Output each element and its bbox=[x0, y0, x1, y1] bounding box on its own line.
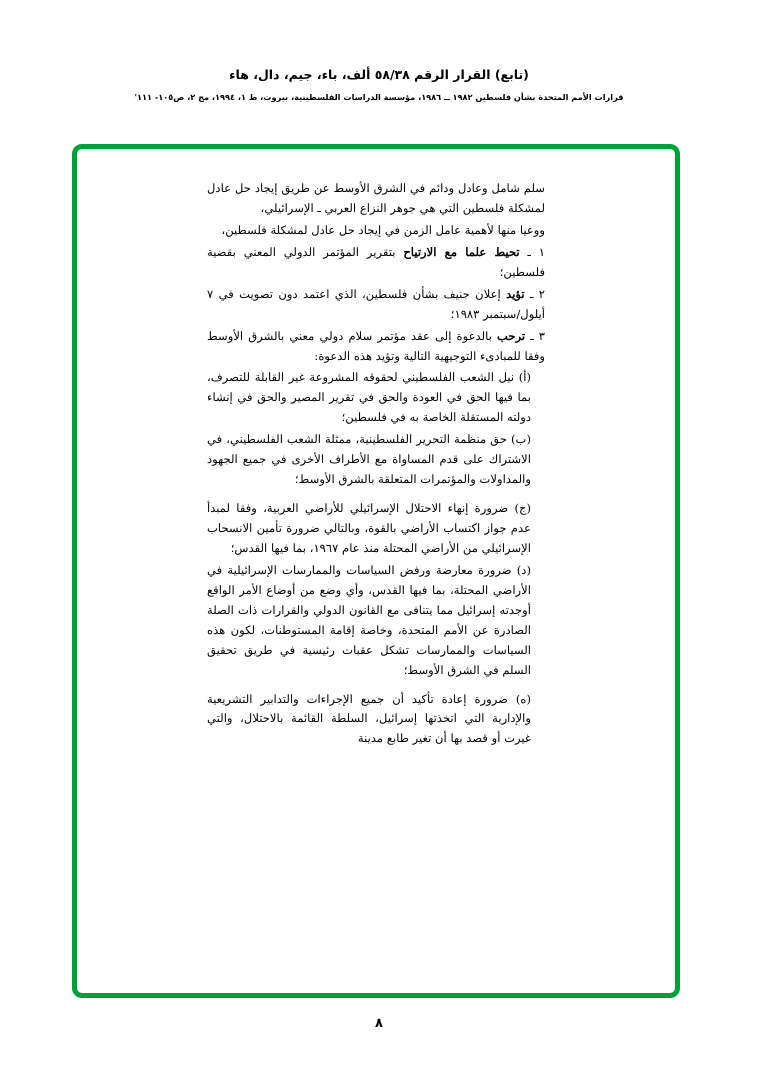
subparagraph-d: (د) ضرورة معارضة ورفض السياسات والممارسات الإسرائيلية في الأراضي المحتلة، بما فيها القدس، وأي وضع من أوضاع الأمر الواقع أوجدته إسرائيل مما يتنافى مع القانون الدولي والقرارات ذات الصلة الصادرة عن الأمم المتحدة، وخاصة إقامة المستوطنات، لكون هذه السياسات والممارسات تشكل عقبات رئيسية في طريق تحقيق السلم في الشرق الأوسط؛ bbox=[207, 562, 531, 677]
clause-3-text: بالدعوة إلى عقد مؤتمر سلام دولي معني بالشرق الأوسط وفقا للمبادىء التوجيهية التالية وتؤيد هذه الدعوة: bbox=[207, 328, 545, 363]
page-header bbox=[0, 0, 758, 103]
document-body bbox=[207, 179, 545, 751]
clause-1-prefix: ١ ـ bbox=[519, 244, 545, 259]
source-citation: قرارات الأمم المتحدة بشأن فلسطين ١٩٨٢ ــ ١٩٨٦، مؤسسة الدراسات الفلسطينية، بيروت، ط ١، ١٩٩٤، مج ٢، ص١٠٥- ١١١' bbox=[134, 91, 624, 102]
paragraph-preamble-1: سلم شامل وعادل ودائم في الشرق الأوسط عن طريق إيجاد حل عادل لمشكلة فلسطين التي هي جوهر النزاع العربي ـ الإسرائيلي، bbox=[207, 181, 545, 215]
page-number: ٨ bbox=[375, 1016, 383, 1031]
clause-2-bold: تؤيد bbox=[506, 286, 525, 301]
content-frame bbox=[72, 144, 680, 998]
clause-3-prefix: ٣ ـ bbox=[525, 328, 545, 343]
clause-2-text: إعلان جنيف بشأن فلسطين، الذي اعتمد دون تصويت في ٧ أيلول/سبتمبر ١٩٨٣؛ bbox=[207, 286, 545, 321]
paragraph-clause-1 bbox=[207, 243, 545, 283]
subparagraph-b: (ب) حق منظمة التحرير الفلسطينية، ممثلة الشعب الفلسطيني، في الاشتراك على قدم المساواة مع الأطراف الأخرى في جميع الجهود والمداولات والمؤتمرات المتعلقة بالشرق الأوسط؛ bbox=[207, 432, 531, 487]
clause-3-bold: ترحب bbox=[496, 328, 526, 343]
subparagraph-e: (ه) ضرورة إعادة تأكيد أن جميع الإجراءات والتدابير التشريعية والإدارية التي اتخذتها إسرائيل، السلطة القائمة بالاحتلال، والتي غيرت أو قصد بها أن تغير طابع مدينة bbox=[207, 691, 531, 746]
clause-2-prefix: ٢ ـ bbox=[524, 286, 545, 301]
page-title: (تابع) القرار الرقم ٥٨/٣٨ ألف، باء، جيم، دال، هاء bbox=[229, 67, 529, 82]
subparagraph-c: (ج) ضرورة إنهاء الاحتلال الإسرائيلي للأراضي العربية، وفقا لمبدأ عدم جواز اكتساب الأراضي بالقوة، وبالتالي ضرورة تأمين الانسحاب الإسرائيلي من الأراضي المحتلة منذ عام ١٩٦٧، بما فيها القدس؛ bbox=[207, 501, 531, 555]
paragraph-clause-3 bbox=[207, 327, 545, 367]
paragraph-preamble-2: ووعيا منها لأهمية عامل الزمن في إيجاد حل عادل لمشكلة فلسطين، bbox=[221, 222, 545, 237]
spacer bbox=[207, 492, 545, 499]
clause-1-text: بتقرير المؤتمر الدولي المعني بقضية فلسطين؛ bbox=[207, 244, 545, 279]
subparagraph-a: (أ) نيل الشعب الفلسطيني لحقوقه المشروعة غير القابلة للتصرف، بما فيها الحق في العودة والحق في تقرير المصير والحق في إنشاء دولته المستقلة الخاصة به في فلسطين؛ bbox=[207, 370, 531, 425]
paragraph-clause-2 bbox=[207, 285, 545, 325]
spacer bbox=[207, 683, 545, 690]
clause-1-bold: تحيط علما مع الارتياح bbox=[403, 244, 520, 259]
